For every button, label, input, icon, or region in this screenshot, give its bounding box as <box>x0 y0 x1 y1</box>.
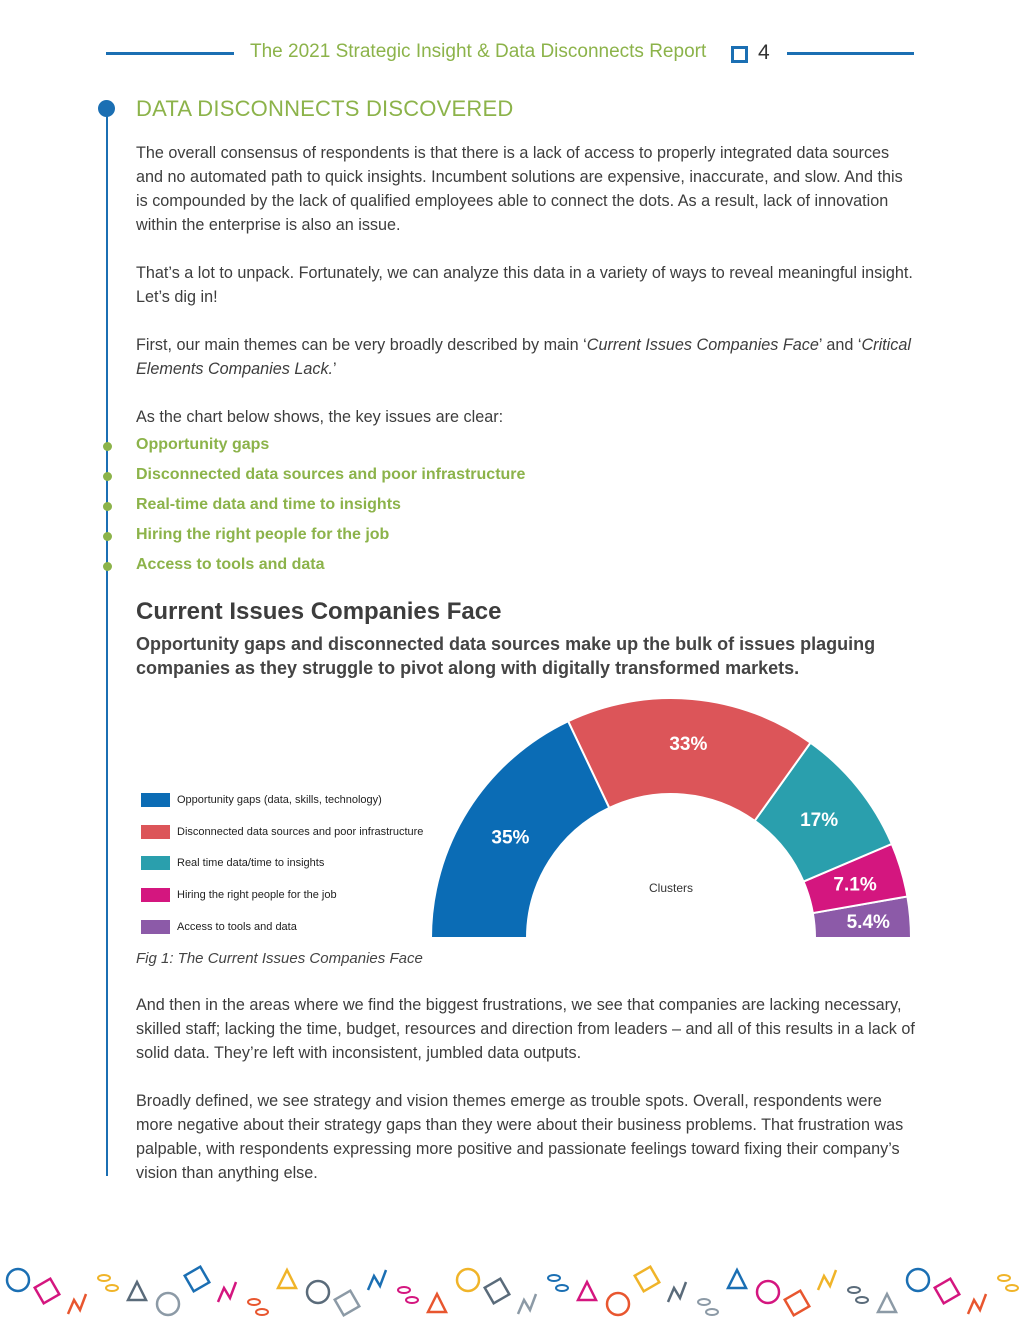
legend-label: Disconnected data sources and poor infrastructure <box>177 826 424 838</box>
chart-data-label: 35% <box>491 827 530 849</box>
paragraph-unpack: That’s a lot to unpack. Fortunately, we can analyze this data in a variety of ways to reveal meaningful insight. Let’s dig in! <box>136 264 913 306</box>
bullet-item: Access to tools and data <box>136 556 325 573</box>
themes-emphasis-elements: Critical Elements Companies Lack. <box>136 336 911 378</box>
pattern-shape <box>635 1267 660 1292</box>
pattern-shape <box>556 1285 568 1291</box>
figure-caption: Fig 1: The Current Issues Companies Face <box>136 950 423 967</box>
bullet-dot <box>103 442 112 451</box>
pattern-shape <box>256 1309 268 1315</box>
pattern-shape <box>335 1291 360 1316</box>
pattern-shape <box>785 1291 810 1316</box>
pattern-shape <box>98 1275 110 1281</box>
bullet-dot <box>103 532 112 541</box>
chart-data-label: 17% <box>800 810 839 832</box>
pattern-shape <box>128 1282 146 1300</box>
pattern-shape <box>106 1285 118 1291</box>
pattern-shape <box>757 1281 779 1303</box>
pattern-shape <box>578 1282 596 1300</box>
header-rule-left <box>106 52 234 55</box>
legend-swatch <box>141 825 170 839</box>
paragraph-frustrations: And then in the areas where we find the biggest frustrations, we see that companies are lacking necessary, skilled staff; lacking the time, budget, resources and direction from leaders – and all of this results in a lack of solid data. They’re left with inconsistent, jumbled data outputs. <box>136 996 915 1062</box>
pattern-shape <box>157 1293 179 1315</box>
legend-label: Hiring the right people for the job <box>177 889 337 901</box>
legend-swatch <box>141 856 170 870</box>
chart-subtitle: Opportunity gaps and disconnected data sources make up the bulk of issues plaguing companies as they struggle to pivot along with digitally transformed markets. <box>136 634 876 678</box>
bullet-item: Hiring the right people for the job <box>136 526 390 543</box>
pattern-shape <box>398 1287 410 1293</box>
legend-label: Real time data/time to insights <box>177 857 325 869</box>
pattern-shape <box>1006 1285 1018 1291</box>
themes-text-end: ’ <box>333 360 337 378</box>
pattern-shape <box>7 1269 29 1291</box>
pattern-shape <box>998 1275 1010 1281</box>
timeline-line <box>106 108 108 1176</box>
pattern-shape <box>848 1287 860 1293</box>
page-number: 4 <box>758 41 770 64</box>
chart-data-label: 7.1% <box>833 874 877 896</box>
themes-text-start: First, our main themes can be very broadly described by main ‘ <box>136 336 587 354</box>
pattern-shape <box>818 1270 836 1290</box>
pattern-shape <box>368 1270 386 1290</box>
bullet-dot <box>103 562 112 571</box>
pattern-shape <box>218 1282 236 1302</box>
paragraph-chart-intro: As the chart below shows, the key issues are clear: <box>136 408 504 426</box>
chart-title: Current Issues Companies Face <box>136 598 502 625</box>
themes-text-mid: ’ and ‘ <box>818 336 862 354</box>
paragraph-strategy: Broadly defined, we see strategy and vision themes emerge as trouble spots. Overall, respondents were more negative about their strategy gaps than they were about their business problems. That frustration was palpable, with respondents expressing more positive and passionate feelings toward fixing their company’s vision than anything else. <box>136 1092 904 1182</box>
page-marker-square-icon <box>731 46 748 63</box>
pattern-shape <box>856 1297 868 1303</box>
legend-label: Opportunity gaps (data, skills, technology) <box>177 794 382 806</box>
pattern-shape <box>668 1282 686 1302</box>
pattern-shape <box>878 1294 896 1312</box>
paragraph-themes <box>136 333 916 381</box>
pattern-shape <box>968 1294 986 1314</box>
pattern-shape <box>248 1299 260 1305</box>
legend-label: Access to tools and data <box>177 921 297 933</box>
pattern-shape <box>518 1294 536 1314</box>
pattern-shape <box>607 1293 629 1315</box>
legend-swatch <box>141 920 170 934</box>
pattern-shape <box>307 1281 329 1303</box>
chart-center-label: Clusters <box>648 881 694 895</box>
pattern-shape <box>278 1270 296 1288</box>
chart-data-label: 5.4% <box>846 911 890 933</box>
header-rule-right <box>787 52 914 55</box>
chart-data-label: 33% <box>669 733 708 755</box>
timeline-dot <box>98 100 115 117</box>
pattern-shape <box>68 1294 86 1314</box>
pattern-shape <box>457 1269 479 1291</box>
pattern-shape <box>728 1270 746 1288</box>
pattern-shape <box>185 1267 210 1292</box>
pattern-shape <box>548 1275 560 1281</box>
half-donut-chart <box>420 690 920 945</box>
bullet-dot <box>103 472 112 481</box>
pattern-shape <box>35 1279 60 1304</box>
legend-swatch <box>141 793 170 807</box>
bullet-item: Real-time data and time to insights <box>136 496 401 513</box>
bullet-dot <box>103 502 112 511</box>
bullet-item: Opportunity gaps <box>136 436 270 453</box>
paragraph-consensus: The overall consensus of respondents is that there is a lack of access to properly integrated data sources and no automated path to quick insights. Incumbent solutions are expensive, inaccurate, and slow. And this is compounded by the lack of qualified employees able to connect the dots. As a result, lack of innovation within the enterprise is also an issue. <box>136 144 903 234</box>
pattern-shape <box>485 1279 510 1304</box>
pattern-shape <box>698 1299 710 1305</box>
report-title: The 2021 Strategic Insight & Data Disconnects Report <box>250 41 707 62</box>
section-title: DATA DISCONNECTS DISCOVERED <box>136 96 514 121</box>
pattern-shape <box>406 1297 418 1303</box>
footer-decorative-pattern <box>0 1250 1020 1320</box>
pattern-shape <box>706 1309 718 1315</box>
themes-emphasis-issues: Current Issues Companies Face <box>586 336 819 354</box>
legend-swatch <box>141 888 170 902</box>
pattern-shape <box>935 1279 960 1304</box>
bullet-item: Disconnected data sources and poor infrastructure <box>136 466 526 483</box>
pattern-shape <box>428 1294 446 1312</box>
pattern-shape <box>907 1269 929 1291</box>
